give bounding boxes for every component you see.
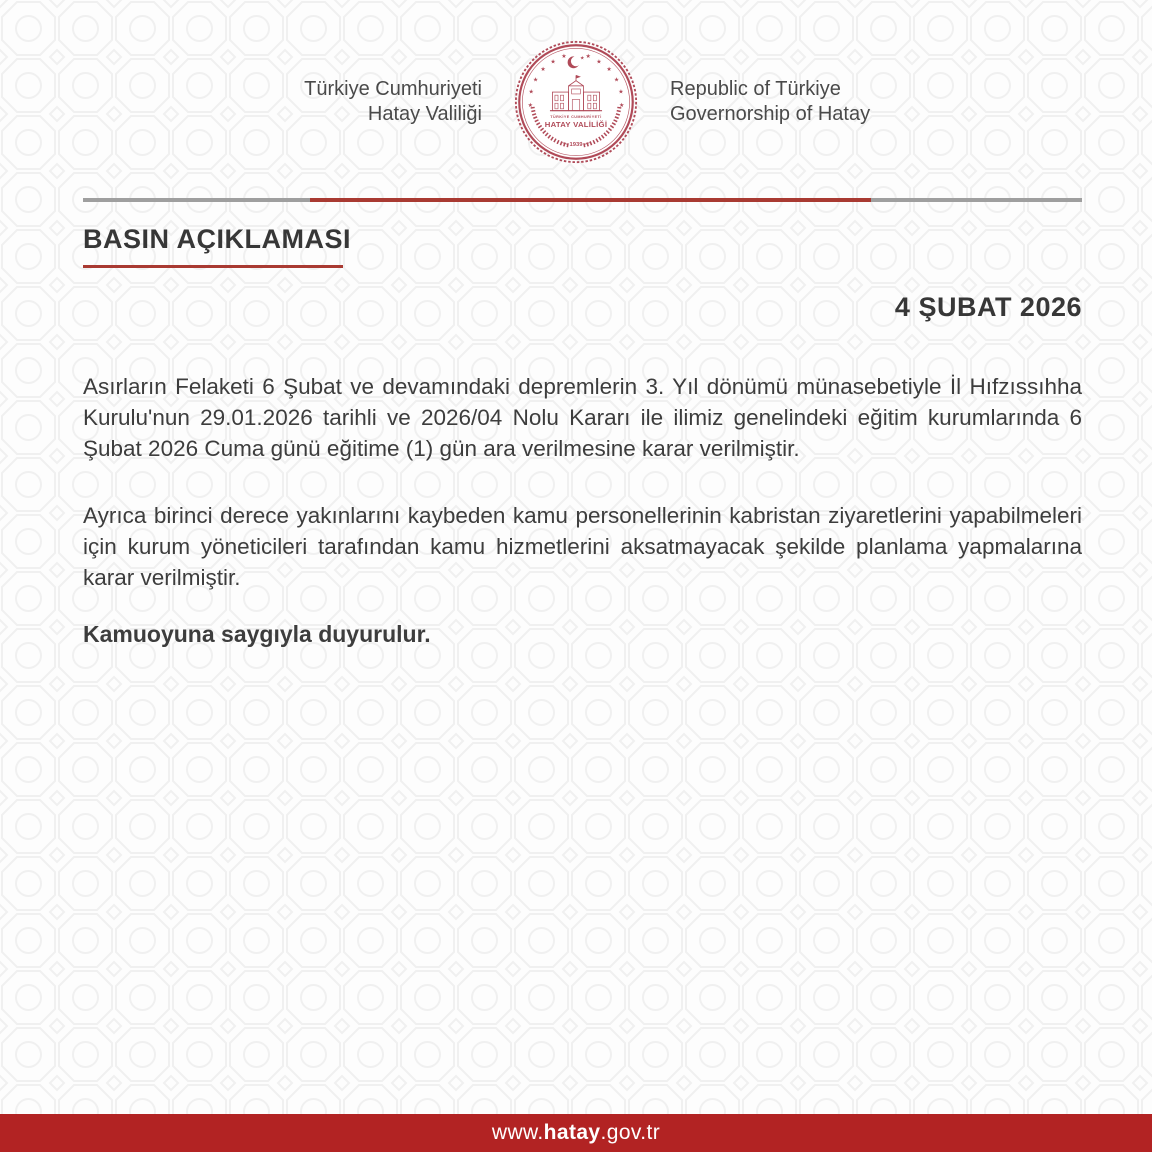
- title-underline: [83, 265, 343, 268]
- svg-text:★: ★: [619, 103, 625, 110]
- page-title: BASIN AÇIKLAMASI: [83, 224, 351, 254]
- paragraph-1: Asırların Felaketi 6 Şubat ve devamındaki depremlerin 3. Yıl dönümü münasebetiyle İl Hıfzıssıhha Kurulu'nun 29.01.2026 tarihli ve 2026/04 Nolu Kararı ile ilimiz genelindeki eğitim kurumlarında 6 Şubat 2026 Cuma günü eğitime (1) gün ara verilmesine karar verilmiştir.: [83, 374, 1082, 462]
- svg-text:★: ★: [618, 89, 624, 96]
- header-right-line1: Republic of Türkiye: [670, 78, 841, 100]
- footer-url-suffix: .gov.tr: [600, 1121, 661, 1144]
- svg-text:★: ★: [606, 67, 612, 74]
- svg-text:★: ★: [596, 59, 602, 66]
- footer-url-domain: hatay: [543, 1121, 601, 1144]
- seal-name-text: HATAY VALİLİĞİ: [544, 120, 608, 130]
- footer-url-prefix: www.: [491, 1121, 544, 1144]
- svg-text:★: ★: [532, 77, 539, 84]
- seal-top-text: TÜRKİYE CUMHURİYETİ: [550, 115, 602, 120]
- header-left-line1: Türkiye Cumhuriyeti: [304, 78, 482, 100]
- svg-text:★: ★: [579, 56, 585, 62]
- svg-text:★: ★: [528, 89, 534, 96]
- header-right-line2: Governorship of Hatay: [670, 103, 871, 125]
- header-title-turkish: [82, 77, 482, 127]
- header: [0, 0, 1152, 164]
- header-left-line2: Hatay Valiliği: [367, 103, 482, 125]
- header-divider-line: [83, 198, 1082, 202]
- svg-text:★: ★: [540, 67, 546, 74]
- footer-url: [492, 1121, 660, 1145]
- svg-text:★: ★: [550, 59, 556, 66]
- svg-text:★: ★: [613, 77, 620, 84]
- svg-text:★: ★: [561, 54, 567, 61]
- document-body: [83, 224, 1082, 648]
- closing-line: Kamuoyuna saygıyla duyurulur.: [83, 621, 431, 648]
- svg-text:★: ★: [585, 54, 591, 61]
- svg-text:★: ★: [527, 103, 533, 110]
- footer-bar: [0, 1114, 1152, 1152]
- header-title-english: [670, 77, 1070, 127]
- hatay-governorship-seal-logo: [514, 40, 638, 164]
- document-date: 4 ŞUBAT 2026: [894, 292, 1082, 322]
- seal-year-text: 1939: [569, 142, 583, 149]
- paragraph-2: Ayrıca birinci derece yakınlarını kaybeden kamu personellerinin kabristan ziyaretlerini yapabilmeleri için kurum yöneticileri tarafından kamu hizmetlerini aksatmayacak şekilde planlama yapmalarına karar verilmiştir.: [83, 503, 1082, 591]
